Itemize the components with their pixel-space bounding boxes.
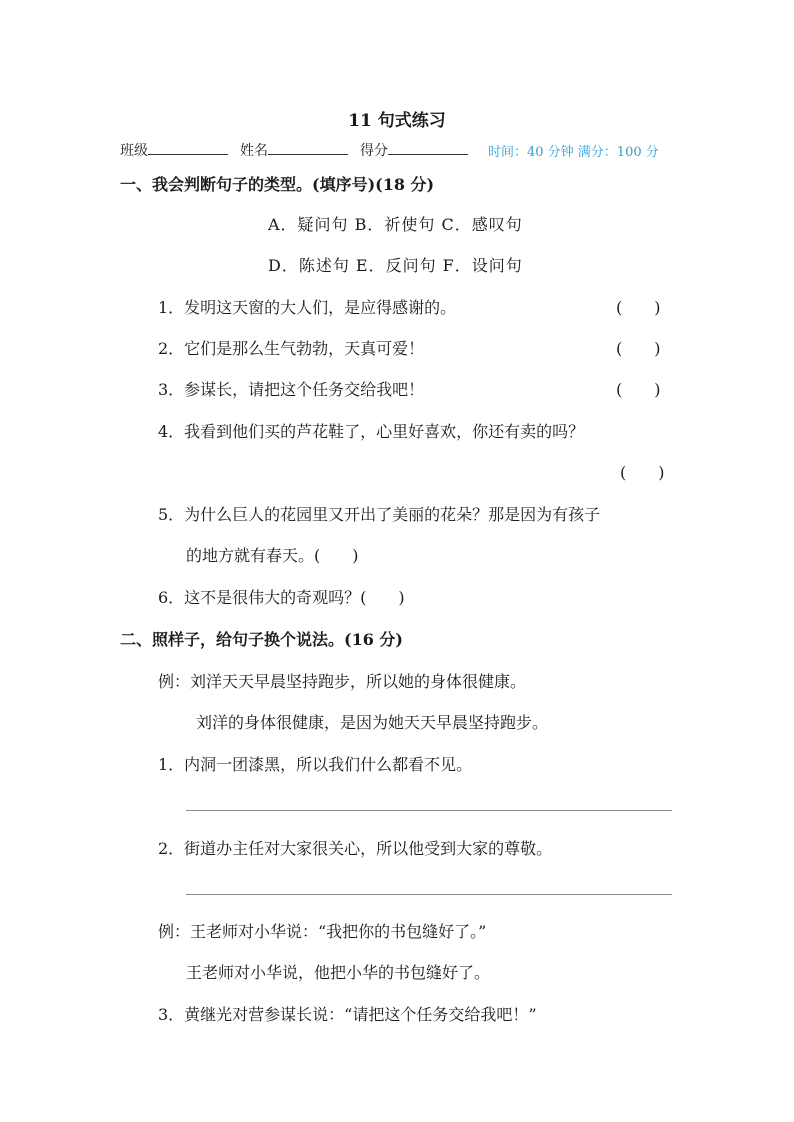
class-blank[interactable]: [148, 140, 228, 155]
class-field: [120, 140, 228, 160]
s2-question-3: 3．黄继光对营参谋长说：“请把这个任务交给我吧！”: [158, 1005, 537, 1024]
s1-answer-2[interactable]: ( ): [616, 339, 661, 358]
example-1-line-1: 例：刘洋天天早晨坚持跑步，所以她的身体很健康。: [158, 672, 527, 691]
options-row-2: D．陈述句 E．反问句 F．设问句: [268, 256, 523, 275]
score-field: [360, 140, 468, 160]
s1-question-5: 5．为什么巨人的花园里又开出了美丽的花朵？那是因为有孩子: [158, 505, 601, 524]
s1-question-4: 4．我看到他们买的芦花鞋了，心里好喜欢，你还有卖的吗？: [158, 422, 585, 441]
class-label: 班级: [120, 143, 148, 159]
page-title: 11 句式练习: [348, 111, 446, 131]
score-label: 得分: [360, 143, 388, 159]
s1-question-2: 2．它们是那么生气勃勃，天真可爱！: [158, 339, 425, 358]
section1-heading: 一、我会判断句子的类型。(填序号)(18 分): [120, 175, 435, 194]
score-blank[interactable]: [388, 140, 468, 155]
s1-question-6: 6．这不是很伟大的奇观吗？( ): [158, 588, 405, 607]
example-2-line-2: 王老师对小华说，他把小华的书包缝好了。: [186, 963, 491, 982]
s1-answer-1[interactable]: ( ): [616, 298, 661, 317]
s2-question-1: 1．内洞一团漆黑，所以我们什么都看不见。: [158, 755, 473, 774]
options-row-1: A．疑问句 B．祈使句 C．感叹句: [268, 215, 523, 234]
example-1-line-2: 刘洋的身体很健康，是因为她天天早晨坚持跑步。: [196, 713, 549, 732]
answer-line-2[interactable]: [186, 894, 672, 895]
section2-heading: 二、照样子，给句子换个说法。(16 分): [120, 630, 403, 649]
name-field: [240, 140, 348, 160]
s1-question-3: 3．参谋长，请把这个任务交给我吧！: [158, 380, 425, 399]
answer-line-1[interactable]: [186, 810, 672, 811]
s1-question-1: 1．发明这天窗的大人们，是应得感谢的。: [158, 298, 457, 317]
name-label: 姓名: [240, 143, 268, 159]
s1-answer-3[interactable]: ( ): [616, 380, 661, 399]
example-2-line-1: 例：王老师对小华说：“我把你的书包缝好了。”: [158, 922, 487, 941]
s2-question-2: 2．街道办主任对大家很关心，所以他受到大家的尊敬。: [158, 839, 553, 858]
s1-question-5-cont: 的地方就有春天。( ): [186, 546, 359, 565]
time-and-score-info: 时间：40 分钟 满分：100 分: [488, 145, 659, 160]
s1-answer-4[interactable]: ( ): [620, 463, 665, 482]
name-blank[interactable]: [268, 140, 348, 155]
